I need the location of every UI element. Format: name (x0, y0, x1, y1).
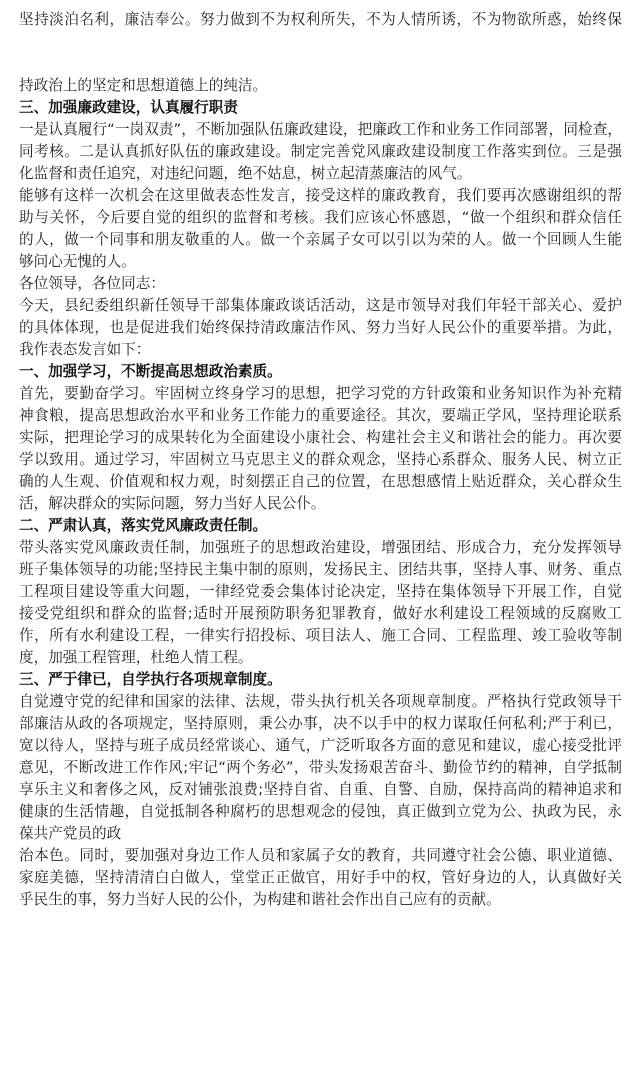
blank-line (19, 31, 622, 53)
text-line: 三、严于律已，自学执行各项规章制度。 (19, 671, 282, 688)
paragraph (19, 295, 622, 361)
text-line: 享乐主义和奢侈之风，反对铺张浪费;坚持自省、自重、自警、自励，保持高尚的精神追求和 (19, 781, 622, 798)
text-line: 工程项目建设等重大问题，一律经党委会集体讨论决定，坚持在集体领导下开展工作，自觉 (19, 583, 622, 600)
text-line: 实际，把理论学习的成果转化为全面建设小康社会、构建社会主义和谐社会的能力。再次要 (19, 429, 622, 446)
text-line: 够问心无愧的人。 (19, 253, 136, 270)
text-line: 活，解决群众的实际问题，努力当好人民公仆。 (19, 495, 326, 512)
text-line: 作，所有水利建设工程，一律实行招投标、项目法人、施工合同、工程监理、竣工验收等制 (19, 627, 622, 644)
text-line: 二、严肃认真，落实党风廉政责任制。 (19, 517, 268, 534)
text-line: 的具体体现，也是促进我们始终保持清政廉洁作风、努力当好人民公仆的重要举措。为此， (19, 319, 622, 336)
text-line: 带头落实党风廉政责任制，加强班子的思想政治建设，增强团结、形成合力，充分发挥领导 (19, 539, 622, 556)
text-line: 坚持淡泊名利，廉洁奉公。努力做到不为权利所失，不为人情所诱，不为物欲所惑，始终保 (19, 11, 622, 28)
section-heading (19, 97, 622, 119)
text-line: 健康的生活情趣，自觉抵制各种腐朽的思想观念的侵蚀，真正做到立党为公、执政为民，永 (19, 803, 622, 820)
paragraph (19, 691, 622, 845)
text-line: 能够有这样一次机会在这里做表态性发言，接受这样的廉政教育，我们要再次感谢组织的帮 (19, 187, 622, 204)
text-line: 各位领导，各位同志： (19, 275, 165, 292)
text-line: 自觉遵守党的纪律和国家的法律、法规，带头执行机关各项规章制度。严格执行党政领导干 (19, 693, 622, 710)
paragraph (19, 119, 622, 185)
blank-line (19, 53, 622, 75)
text-line: 的人，做一个同事和朋友敬重的人。做一个亲属子女可以引以为荣的人。做一个回顾人生能 (19, 231, 622, 248)
text-line: 持政治上的坚定和思想道德上的纯洁。 (19, 77, 268, 94)
text-line: 确的人生观、价值观和权力观，时刻摆正自己的位置，在思想感情上贴近群众，关心群众生 (19, 473, 622, 490)
text-line: 神食粮，提高思想政治水平和业务工作能力的重要途径。其次，要端正学风，坚持理论联系 (19, 407, 622, 424)
paragraph (19, 185, 622, 273)
text-line: 意见，不断改进工作作风;牢记“两个务必”，带头发扬艰苦奋斗、勤俭节约的精神，自学抵制 (19, 759, 622, 776)
paragraph (19, 537, 622, 669)
text-line: 部廉洁从政的各项规定，坚持原则，秉公办事，决不以手中的权力谋取任何私利;严于利已， (19, 715, 622, 732)
text-line: 家庭美德，坚持清清白白做人，堂堂正正做官，用好手中的权，管好身边的人，认真做好关 (19, 869, 622, 886)
text-line: 一是认真履行“一岗双责”，不断加强队伍廉政建设，把廉政工作和业务工作同部署，同检查， (19, 121, 622, 138)
text-line: 今天，县纪委组织新任领导干部集体廉政谈话活动，这是市领导对我们年轻干部关心、爱护 (19, 297, 622, 314)
text-line: 治本色。同时，要加强对身边工作人员和家属子女的教育，共同遵守社会公德、职业道德、 (19, 847, 622, 864)
section-heading (19, 361, 622, 383)
paragraph (19, 273, 622, 295)
text-line: 化监督和责任追究，对违纪问题，绝不姑息，树立起清蒸廉洁的风气。 (19, 165, 472, 182)
text-line: 我作表态发言如下： (19, 341, 151, 358)
text-line: 首先，要勤奋学习。牢固树立终身学习的思想，把学习党的方针政策和业务知识作为补充精 (19, 385, 622, 402)
section-heading (19, 515, 622, 537)
text-line: 乎民生的事，努力当好人民的公仆，为构建和谐社会作出自己应有的贡献。 (19, 891, 501, 908)
paragraph (19, 383, 622, 515)
text-line: 一、加强学习，不断提高思想政治素质。 (19, 363, 282, 380)
paragraph (19, 75, 622, 97)
document-body (19, 9, 622, 911)
text-line: 学以致用。通过学习，牢固树立马克思主义的群众观念，坚持心系群众、服务人民、树立正 (19, 451, 622, 468)
paragraph (19, 845, 622, 911)
text-line: 葆共产党员的政 (19, 825, 122, 842)
text-line: 三、加强廉政建设，认真履行职责 (19, 99, 238, 116)
text-line: 同考核。二是认真抓好队伍的廉政建设。制定完善党风廉政建设制度工作落实到位。三是强 (19, 143, 622, 160)
paragraph (19, 9, 622, 31)
text-line: 助与关怀，今后要自觉的组织的监督和考核。我们应该心怀感恩，“做一个组织和群众信任 (19, 209, 622, 226)
section-heading (19, 669, 622, 691)
text-line: 接受党组织和群众的监督;适时开展预防职务犯罪教育，做好水利建设工程领域的反腐败工 (19, 605, 622, 622)
text-line: 宽以待人，坚持与班子成员经常谈心、通气，广泛听取各方面的意见和建议，虚心接受批评 (19, 737, 622, 754)
text-line: 班子集体领导的功能;坚持民主集中制的原则，发扬民主、团结共事，坚持人事、财务、重点 (19, 561, 622, 578)
text-line: 度，加强工程管理，杜绝人情工程。 (19, 649, 253, 666)
